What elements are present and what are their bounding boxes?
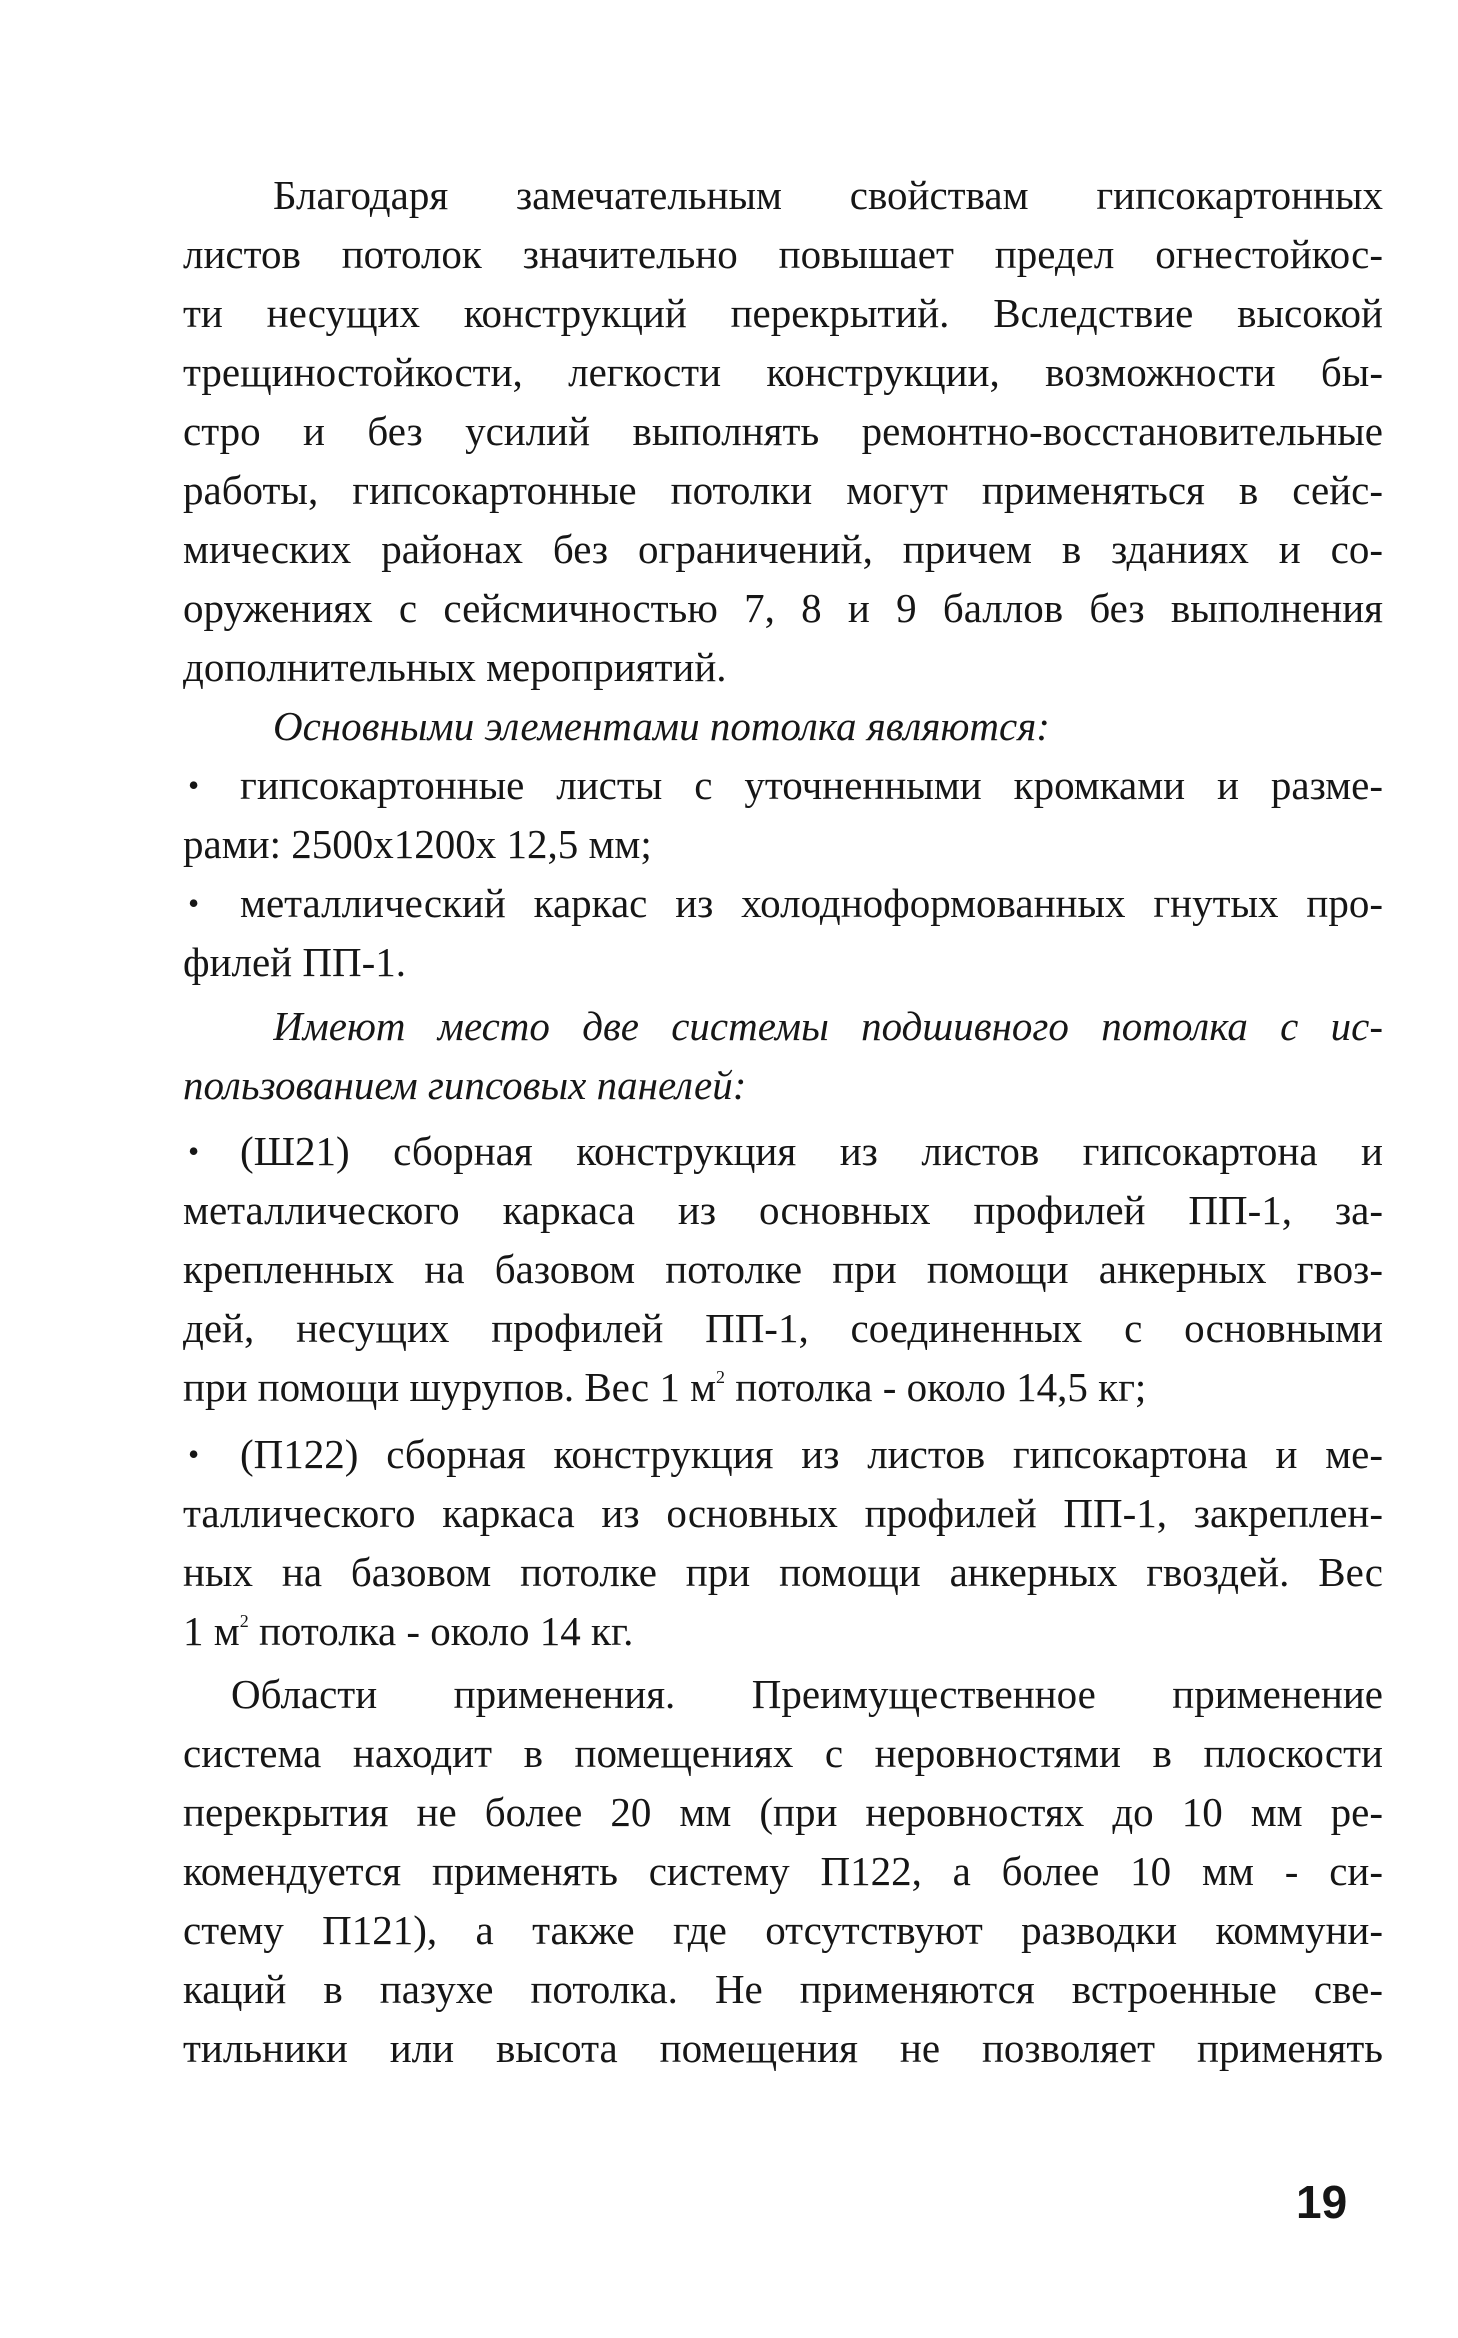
text-fragment: при помощи шурупов. Вес 1 м [183,1364,717,1410]
list-item-line: филей ПП-1. [183,939,406,985]
section-heading: Имеют место две системы подшивного потолка с ис- [273,1003,1383,1049]
paragraph-line: перекрытия не более 20 мм (при неровностях до 10 мм ре- [183,1789,1383,1835]
paragraph-line: стему П121), а также где отсутствуют разводки коммуни- [183,1907,1383,1953]
list-item-line [183,1357,1383,1417]
paragraph-line: Области применения. Преимущественное применение [231,1671,1383,1717]
paragraph-line: листов потолок значительно повышает предел огнестойкос- [183,231,1383,277]
paragraph-line: трещиностойкости, легкости конструкции, возможности бы- [183,349,1383,395]
paragraph-line: работы, гипсокартонные потолки могут применяться в сейс- [183,467,1383,513]
section-heading: пользованием гипсовых панелей: [183,1062,747,1108]
bullet-marker: • [188,767,200,803]
list-item-line: ных на базовом потолке при помощи анкерных гвоздей. Вес [183,1549,1383,1595]
list-item-line: металлического каркаса из основных профилей ПП-1, за- [183,1187,1383,1233]
page-number: 19 [1296,2176,1348,2228]
paragraph-line: дополнительных мероприятий. [183,644,727,690]
text-fragment: 1 м [183,1608,240,1654]
list-item-line: металлический каркас из холодноформованных гнутых про- [240,880,1383,926]
paragraph-line: тильники или высота помещения не позволяет применять [183,2025,1383,2071]
paragraph-line: комендуется применять систему П122, а более 10 мм - си- [183,1848,1383,1894]
superscript: 2 [716,1367,726,1387]
paragraph-line: ти несущих конструкций перекрытий. Вследствие высокой [183,290,1383,336]
paragraph-line: мических районах без ограничений, причем в зданиях и со- [183,526,1383,572]
section-heading: Основными элементами потолка являются: [273,703,1050,749]
bullet-marker: • [188,885,200,921]
superscript: 2 [239,1611,249,1631]
text-fragment: потолка - около 14 кг. [248,1608,634,1654]
list-item-line: крепленных на базовом потолке при помощи анкерных гвоз- [183,1246,1383,1292]
list-item-line: гипсокартонные листы с уточненными кромками и разме- [240,762,1383,808]
list-item-line: дей, несущих профилей ПП-1, соединенных с основными [183,1305,1383,1351]
list-item-line [183,1601,1383,1661]
list-item-line: рами: 2500x1200x 12,5 мм; [183,821,652,867]
text-fragment: потолка - около 14,5 кг; [725,1364,1147,1410]
bullet-marker: • [188,1436,200,1472]
list-item-line: (Ш21) сборная конструкция из листов гипсокартона и [240,1128,1383,1174]
paragraph-line: каций в пазухе потолка. Не применяются встроенные све- [183,1966,1383,2012]
paragraph-line: Благодаря замечательным свойствам гипсокартонных [273,172,1383,218]
list-item-line: (П122) сборная конструкция из листов гипсокартона и ме- [240,1431,1383,1477]
paragraph-line: система находит в помещениях с неровностями в плоскости [183,1730,1383,1776]
list-item-line: таллического каркаса из основных профилей ПП-1, закреплен- [183,1490,1383,1536]
paragraph-line: оружениях с сейсмичностью 7, 8 и 9 баллов без выполнения [183,585,1383,631]
paragraph-line: стро и без усилий выполнять ремонтно-восстановительные [183,408,1383,454]
bullet-marker: • [188,1133,200,1169]
